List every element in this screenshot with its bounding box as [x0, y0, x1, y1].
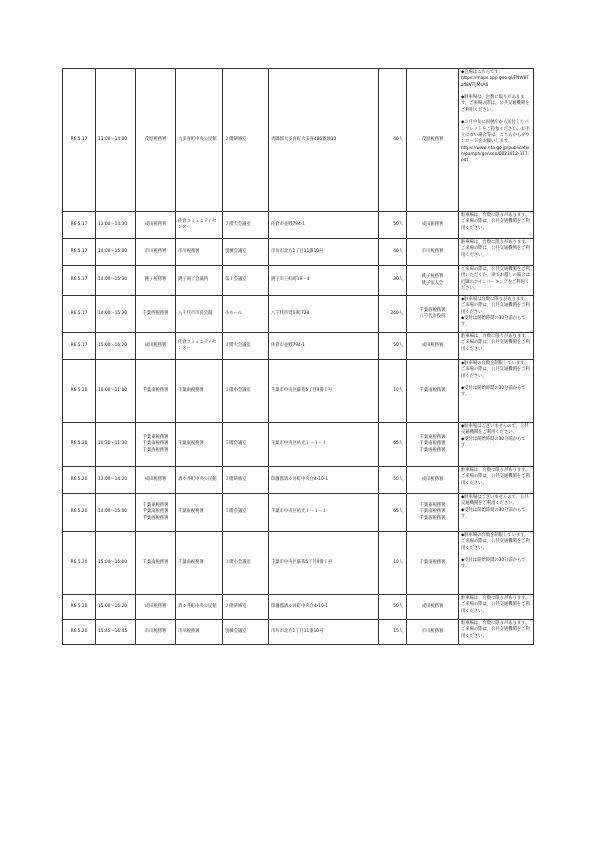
contact-cell: 千葉東税務署 千葉南税務署 千葉西税務署 — [407, 423, 459, 467]
contact-cell: 市川税務署 — [407, 620, 459, 645]
office-cell: 千葉南税務署 — [136, 360, 176, 423]
date-cell: R6.5.20 — [63, 532, 96, 595]
room-cell: ５階会議室 — [223, 494, 269, 532]
room-cell: ２階大会議室 — [223, 333, 269, 360]
table-row — [63, 595, 534, 620]
address-cell: 市川市北方1丁目11番10号 — [269, 239, 379, 266]
note-cell: 駐車場は、台数に限りがあります。ご来場の際は、公共交通機関をご利用ください。 — [459, 333, 534, 360]
venue-cell: 酒々井町中央公民館 — [176, 467, 223, 494]
office-cell: 成田税務署 — [136, 212, 176, 239]
table-row — [63, 239, 534, 266]
venue-cell: 佐倉コミュニティセンター — [176, 333, 223, 360]
table-row — [63, 360, 534, 423]
note-cell: 駐車場は、台数に限りがあります。ご来場の際は、公共交通機関をご利用ください。 — [459, 595, 534, 620]
office-cell: 成田税務署 — [136, 333, 176, 360]
office-cell: 千葉東税務署 千葉南税務署 千葉西税務署 — [136, 423, 176, 467]
address-cell: 千葉市中央区蘇我5丁目9番１号 — [269, 360, 379, 423]
office-cell: 市川税務署 — [136, 239, 176, 266]
room-cell: 別棟会議室 — [223, 620, 269, 645]
contact-cell: 成田税務署 — [407, 212, 459, 239]
capacity-cell: 240人 — [379, 296, 407, 333]
table-row — [63, 532, 534, 595]
capacity-cell: 50人 — [379, 212, 407, 239]
note-cell: ご来場の際は、公共交通機関をご利用いただくか、車でお越しの場合は近隣のコインパーキングをご利用ください。 — [459, 266, 534, 296]
contact-cell: 千葉西税務署 八千代市役所 — [407, 296, 459, 333]
date-cell: R6.5.20 — [63, 423, 96, 467]
capacity-cell: 30人 — [379, 266, 407, 296]
office-cell: 千葉西税務署 — [136, 296, 176, 333]
office-cell: 茂原税務署 — [136, 69, 176, 212]
venue-cell: 千葉東税務署 — [176, 494, 223, 532]
note-cell: 駐車場は、台数に限りがあります。ご来場の際は、公共交通機関をご利用ください。 — [459, 620, 534, 645]
address-cell: 夷隅郡大多喜町大多喜486番地10 — [269, 69, 379, 212]
time-cell: 15:00～16:20 — [96, 595, 136, 620]
room-cell: ２階大会議室 — [223, 212, 269, 239]
address-cell: 印旛郡酒々井町中央台4-10-1 — [269, 467, 379, 494]
note-cell: ◆駐車場の台数を制限しています。ご来場の際は、公共交通機関をご利用ください。 ◆受付は開始時間の30分前からです。 — [459, 532, 534, 595]
room-cell: ２階研修室 — [223, 69, 269, 212]
address-cell: 佐倉市並野794-1 — [269, 333, 379, 360]
capacity-cell: 10人 — [379, 532, 407, 595]
address-cell: 千葉市中央区祐光１－１－１ — [269, 423, 379, 467]
room-cell: 別棟会議室 — [223, 239, 269, 266]
venue-cell: 千葉東税務署 — [176, 423, 223, 467]
date-cell: R6.5.17 — [63, 69, 96, 212]
table-row — [63, 296, 534, 333]
table-row — [63, 212, 534, 239]
date-cell: R6.5.20 — [63, 620, 96, 645]
contact-cell: 千葉東税務署 千葉南税務署 千葉西税務署 — [407, 494, 459, 532]
venue-cell: 酒々井町中央公民館 — [176, 595, 223, 620]
office-cell: 成田税務署 — [136, 595, 176, 620]
table-row — [63, 333, 534, 360]
room-cell: 小ホール — [223, 296, 269, 333]
time-cell: 10:00～11:00 — [96, 360, 136, 423]
room-cell: 第１会議室 — [223, 266, 269, 296]
time-cell: 15:00～16:00 — [96, 532, 136, 595]
office-cell: 千葉東税務署 千葉南税務署 千葉西税務署 — [136, 494, 176, 532]
office-cell: 銚子税務署 — [136, 266, 176, 296]
time-cell: 13:00～14:20 — [96, 467, 136, 494]
date-cell: R6.5.20 — [63, 467, 96, 494]
capacity-cell: 50人 — [379, 333, 407, 360]
venue-cell: 千葉南税務署 — [176, 360, 223, 423]
venue-cell: 市川税務署 — [176, 620, 223, 645]
venue-cell: 市川税務署 — [176, 239, 223, 266]
room-cell: ２階研修室 — [223, 595, 269, 620]
venue-cell: 八千代市市民会館 — [176, 296, 223, 333]
time-cell: 10:30～11:30 — [96, 423, 136, 467]
table-row — [63, 423, 534, 467]
office-cell: 成田税務署 — [136, 467, 176, 494]
table-row — [63, 266, 534, 296]
table-row — [63, 494, 534, 532]
time-cell: 14:00～15:30 — [96, 296, 136, 333]
contact-cell: 成田税務署 — [407, 333, 459, 360]
capacity-cell: 40人 — [379, 239, 407, 266]
capacity-cell: 40人 — [379, 69, 407, 212]
capacity-cell: 10人 — [379, 360, 407, 423]
address-cell: 銚子市三軒町19－4 — [269, 266, 379, 296]
time-cell: 14:00～15:00 — [96, 494, 136, 532]
address-cell: 印旛郡酒々井町中央台4-10-1 — [269, 595, 379, 620]
address-cell: 八千代市萱田町728 — [269, 296, 379, 333]
venue-cell: 千葉南税務署 — [176, 532, 223, 595]
address-cell: 千葉市中央区蘇我5丁目9番１号 — [269, 532, 379, 595]
note-cell: 駐車場は、台数に限りがあります。ご来場の際は、公共交通機関をご利用ください。 — [459, 212, 534, 239]
room-cell: ３階小会議室 — [223, 360, 269, 423]
time-cell: 13:00～14:30 — [96, 212, 136, 239]
note-cell: 駐車場は、台数に限りがあります。ご来場の際は、公共交通機関をご利用ください。 — [459, 467, 534, 494]
table-row — [63, 69, 534, 212]
note-cell: ◆駐車場は台数に限りがあります。ご来場の際は、公共交通機関をご利用ください。 ◆受付は開始時間の30分前からです。 — [459, 296, 534, 333]
capacity-cell: 65人 — [379, 423, 407, 467]
date-cell: R6.5.20 — [63, 595, 96, 620]
date-cell: R6.5.17 — [63, 296, 96, 333]
date-cell: R6.5.17 — [63, 266, 96, 296]
office-cell: 千葉南税務署 — [136, 532, 176, 595]
note-cell: ◆駐車場はございませんので、公共交通機関をご利用ください。 ◆受付は開始時間の30分前からです。 — [459, 423, 534, 467]
room-cell: ３階小会議室 — [223, 532, 269, 595]
address-cell: 佐倉市並野794-1 — [269, 212, 379, 239]
contact-cell: 千葉南税務署 — [407, 360, 459, 423]
time-cell: 14:00～15:00 — [96, 239, 136, 266]
date-cell: R6.5.17 — [63, 239, 96, 266]
room-cell: ２階研修室 — [223, 467, 269, 494]
note-cell: ◆会場はこちらです。 https://maps.app.goo.gl/FNW8Tzd8ViTjMsA6 ◆駐車場は、台数に限りがあります。ご来場の際は、公共交通機関をご利用ください。 ◆３月中旬に国税庁から送付したパンフレットをご持参ください。お手元にない場合等は、こちらからダウンロードをお願いします。 https://www.nta.go.jp/publication/pamph/gensen/0023012-317.pdf — [459, 69, 534, 212]
contact-cell: 成田税務署 — [407, 595, 459, 620]
date-cell: R6.5.17 — [63, 212, 96, 239]
note-cell: ◆駐車場の台数を制限しています。ご来場の際は、公共交通機関をご利用ください。 ◆受付は開始時間の30分前からです。 — [459, 360, 534, 423]
time-cell: 14:00～15:30 — [96, 266, 136, 296]
contact-cell: 市川税務署 — [407, 239, 459, 266]
schedule-table — [62, 68, 534, 645]
date-cell: R6.5.17 — [63, 333, 96, 360]
schedule-rows — [63, 69, 534, 645]
contact-cell: 銚子税務署 銚子法人会 — [407, 266, 459, 296]
date-cell: R6.5.20 — [63, 494, 96, 532]
note-cell: 駐車場は、台数に限りがあります。ご来場の際は、公共交通機関をご利用ください。 — [459, 239, 534, 266]
office-cell: 市川税務署 — [136, 620, 176, 645]
contact-cell: 茂原税務署 — [407, 69, 459, 212]
contact-cell: 千葉南税務署 — [407, 532, 459, 595]
time-cell: 13:00～14:00 — [96, 69, 136, 212]
address-cell: 千葉市中央区祐光１－１－１ — [269, 494, 379, 532]
venue-cell: 大多喜町中央公民館 — [176, 69, 223, 212]
time-cell: 15:45～16:45 — [96, 620, 136, 645]
capacity-cell: 50人 — [379, 467, 407, 494]
room-cell: ５階会議室 — [223, 423, 269, 467]
table-row — [63, 467, 534, 494]
time-cell: 15:00～16:20 — [96, 333, 136, 360]
date-cell: R6.5.20 — [63, 360, 96, 423]
contact-cell: 成田税務署 — [407, 467, 459, 494]
capacity-cell: 65人 — [379, 494, 407, 532]
note-cell: ◆駐車場はございませんので、公共交通機関をご利用ください。 ◆受付は開始時間の30分前からです。 — [459, 494, 534, 532]
address-cell: 市川市北方1丁目11番10号 — [269, 620, 379, 645]
venue-cell: 佐倉コミュニティセンター — [176, 212, 223, 239]
capacity-cell: 50人 — [379, 595, 407, 620]
capacity-cell: 15人 — [379, 620, 407, 645]
table-row — [63, 620, 534, 645]
venue-cell: 銚子商工会議所 — [176, 266, 223, 296]
